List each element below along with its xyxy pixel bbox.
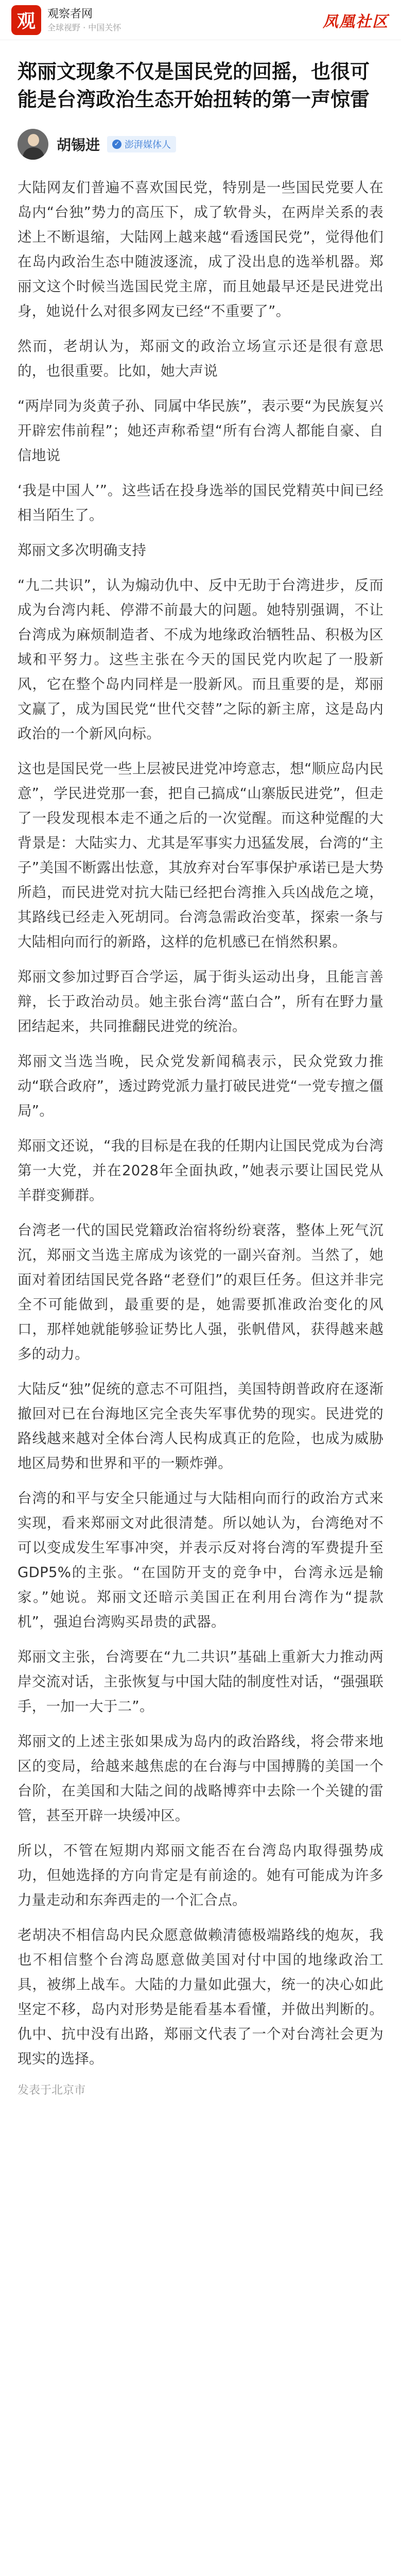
paragraph: “九二共识”，认为煽动仇中、反中无助于台湾进步，反而成为台湾内耗、停滞不前最大的问题。她特别强调，不让台湾成为麻烦制造者、不成为地缘政治牺牲品、积极为区域和平努力。这些主张在今天的国民党内吹起了一股新风，它在整个岛内同样是一股新风。而且重要的是，郑丽文赢了，成为国民党“世代交替”之际的新主席，这是岛内政治的一个新风向标。 — [18, 577, 383, 742]
article-body — [18, 175, 383, 2071]
publish-location: 发表于北京市 — [18, 2084, 86, 2097]
paragraph: 郑丽文还说，“我的目标是在我的任期内让国民党成为台湾第一大党，并在2028年全面执政，”她表示要让国民党从羊群变狮群。 — [18, 1138, 383, 1204]
verified-icon: ✓ — [112, 140, 121, 149]
paragraph: 台湾老一代的国民党籍政治宿将纷纷衰落，整体上死气沉沉，郑丽文当选主席成为该党的一副兴奋剂。当然了，她面对着团结国民党各路“老登们”的艰巨任务。但这并非完全不可能做到，最重要的是，她需要抓准政治变化的风口，那样她就能够验证势比人强，张帆借风，获得越来越多的动力。 — [18, 1222, 383, 1362]
source-info[interactable] — [47, 7, 323, 33]
author-name[interactable]: 胡锡进 — [57, 137, 100, 154]
article-title: 郑丽文现象不仅是国民党的回摇，也很可能是台湾政治生态开始扭转的第一声惊雷 — [18, 60, 370, 111]
paragraph: “两岸同为炎黄子孙、同属中华民族”，表示要“为民族复兴开辟宏伟前程”；她还声称希望“所有台湾人都能自豪、自信地说 — [18, 398, 383, 464]
author-badge-label: 澎湃媒体人 — [125, 140, 171, 150]
author-avatar[interactable] — [18, 129, 48, 160]
paragraph: 台湾的和平与安全只能通过与大陆相向而行的政治方式来实现，看来郑丽文对此很清楚。所以她认为，台湾绝对不可以变成发生军事冲突，并表示反对将台湾的军费提升至GDP5%的主张。“在国防开支的竞争中，台湾永远是输家。”她说。郑丽文还暗示美国正在利用台湾作为“提款机”，强迫台湾购买昂贵的武器。 — [18, 1490, 383, 1630]
author-badge — [107, 136, 176, 152]
avatar-body-shape — [23, 147, 44, 160]
paragraph: 郑丽文多次明确支持 — [18, 542, 147, 558]
paragraph: 大陆网友们普遍不喜欢国民党，特别是一些国民党要人在岛内“台独”势力的高压下，成了软骨头，在两岸关系的表述上不断退缩，大陆网上越来越“看透国民党”，觉得他们在岛内政治生态中随波逐流，成了没出息的选举机器。郑丽文这个时候当选国民党主席，而且她最早还是民进党出身，她说什么对很多网友已经“不重要了”。 — [18, 179, 383, 319]
source-tagline: 全球视野 · 中国关怀 — [47, 22, 121, 32]
partner-logo[interactable]: 凤凰社区 — [323, 12, 389, 31]
paragraph: ‘我是中国人’”。这些话在投身选举的国民党精英中间已经相当陌生了。 — [18, 482, 383, 523]
paragraph: 郑丽文当选当晚，民众党发新闻稿表示，民众党致力推动“联合政府”，透过跨党派力量打破民进党“一党专擅之僵局”。 — [18, 1053, 383, 1119]
paragraph: 然而，老胡认为，郑丽文的政治立场宣示还是很有意思的，也很重要。比如，她大声说 — [18, 338, 383, 379]
author-row — [18, 129, 383, 175]
paragraph: 大陆反“独”促统的意志不可阻挡，美国特朗普政府在逐渐撤回对已在台海地区完全丧失军事优势的现实。民进党的路线越来越对全体台湾人民构成真正的危险，也成为威胁地区局势和世界和平的一颗炸弹。 — [18, 1381, 383, 1471]
paragraph: 郑丽文参加过野百合学运，属于街头运动出身，且能言善辩，长于政治动员。她主张台湾“蓝白合”，所有在野力量团结起来，共同推翻民进党的统治。 — [18, 969, 383, 1035]
source-logo-icon[interactable]: 观 — [11, 5, 41, 35]
paragraph: 老胡决不相信岛内民众愿意做赖清德极端路线的炮灰，我也不相信整个台湾岛愿意做美国对付中国的地缘政治工具，被绑上战车。大陆的力量如此强大，统一的决心如此坚定不移，岛内对形势是能看基本看懂，并做出判断的。仇中、抗中没有出路，郑丽文代表了一个对台湾社会更为现实的选择。 — [18, 1927, 383, 2067]
paragraph: 郑丽文主张，台湾要在“九二共识”基础上重新大力推动两岸交流对话，主张恢复与中国大陆的制度性对话，“强强联手，一加一大于二”。 — [18, 1649, 383, 1715]
paragraph: 这也是国民党一些上层被民进党冲垮意志，想“顺应岛内民意”，学民进党那一套，把自己搞成“山寨版民进党”，但走了一段发现根本走不通之后的一次觉醒。而这种觉醒的大背景是：大陆实力、尤其是军事实力迅猛发展，台湾的“主子”美国不断露出怯意，其放弃对台军事保护承诺已是大势所趋，而民进党对抗大陆已经把台湾推入兵凶战危之境，其路线已经走入死胡同。台湾急需政治变革，探索一条与大陆相向而行的新路，这样的危机感已在悄然积累。 — [18, 760, 383, 950]
paragraph: 郑丽文的上述主张如果成为岛内的政治路线，将会带来地区的变局，给越来越焦虑的在台海与中国搏腾的美国一个台阶，在美国和大陆之间的战略博弈中去除一个关键的雷管，甚至开辟一块缓冲区。 — [18, 1733, 383, 1824]
avatar-head-shape — [28, 134, 39, 146]
source-name: 观察者网 — [47, 7, 93, 21]
paragraph: 所以，不管在短期内郑丽文能否在台湾岛内取得强势成功，但她选择的方向肯定是有前途的。她有可能成为许多力量走动和东奔西走的一个汇合点。 — [18, 1842, 383, 1908]
top-bar — [0, 0, 401, 40]
